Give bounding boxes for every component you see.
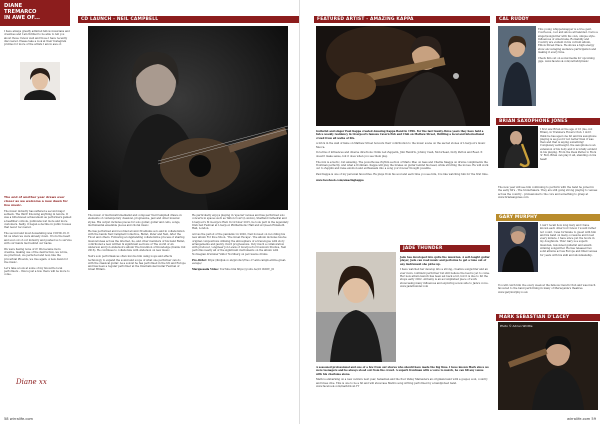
diane-portrait [20,62,60,100]
cal-ruddy-photo [498,26,536,106]
left-page-number: 58 [4,417,9,421]
brian-p2: The new year will see him continuing to perform with the band he joined in the early 60's - The Undertakers. They are still going strong playing to venues across the country - professional to the core and something to grasp at www.briansaxjones.com [498,186,598,199]
cd-launch-col2 [192,214,290,273]
cd-launch-col1-p1: The music of multi-instrumentalist and composer Neil Campbell draws on elements of contemporary classical, progressive, jazz and other musical styles. His output includes pieces for solo guitar, guitar and cello, songs, instrumental ensemble pieces and choral music. [88,214,182,227]
preorder-link[interactable]: https://linqtsk.co.uk/product/Neo-17-anti-campb-ell-the-great-escape/ [192,258,287,265]
brian-p1: I first saw Brian at the age of 16 (me, not Brian), in Tranmere Rovers Club. I don't think he has aged one bit and his saxophone playing is as good if not better than it was then and that is saying something! Completely self-taught, the saxophone is an extension of his body and it is totally evident in his playing. From the Peek Parlez to Rock 'n' Roll, Brian can play it all, standing on his head! [540,128,597,161]
column-title-box [0,0,70,26]
featured-link [316,179,490,182]
jade-p1 [400,256,490,266]
column-para4: We were having none of it! We became more creative, making use of the destruction, we wrote, we practiced, we perfected and now, like the proverbial Phoenix, we rise again. A new dawn for live music. [4,247,68,265]
featured-p3: In terms of influences and diverse directions: think Led Zeppelin, Jimi Hendrix, Johnny Cash, Motorhead, Dolly Parton and Reed. It doesn't make sense, but it does when you see them play. [316,151,483,158]
left-footer [4,417,33,421]
left-site-name: wirralife.com [9,417,34,421]
video-link[interactable]: YouTube link https://youtu.be/U11KDIV_jt1 [219,267,275,271]
column-sidebar [0,0,76,424]
gary-p1: I can't recall how long Gary and I have known each other but I know I would rather not count. I was fortunate to guest with him and his band on many occasions and loved every minute. I have since put the hours in my doughnuts. This! Gary is a superb musician, renowned guitarist and award-winning songwriter. He has released two solid albums across Europe and filled venues for years with his skill and showmanship. [540,224,598,257]
jade-header: JADE THUNDER [400,245,490,252]
gary-body-right [540,224,598,259]
mark-sebastian-photo [498,322,598,410]
right-page-number: 59 [591,417,596,421]
brian-body-right [540,128,598,163]
mark-p2: Mark is embarking on a new venture next year, Sebastian and the Pool Valley Marauders an originals band with a gospel, soul, country and blues vibe. This is one to be a hit and will showcase Mark's song writing performed by a handpicked band. www.facebook.com/markLSoul.YT [316,378,488,388]
column-body [4,196,72,279]
mark-body [316,366,490,391]
column-intro: I have always greatly admired fellow musicians and creatives and I am thrilled to be able to tell you about those I know well and those I have recently discovered. Please take a look at their Instagram profiles for more of the artists I am in awe of. [4,30,70,47]
gary-p2: You will catch him live every week at the famous Cavern Club and was much favoured to the band performing in many of Merseyside's theatres. www.garymurphy.co.uk [498,284,596,294]
signature: Diane xx [16,378,47,386]
cd-launch-col2-p2: Across the period of the pandemic in 2020, Neil focused on recording his new album For Kloe Moon. 'The Great Escape'. The album includes twelve original compositions utilising the atmosphere of a travelogue with story arrangements and jaunty chord progressions. Very much a collaboration with producer / engineer Jon Lewis of Liverpool's Crosstown Studios, Neil performs nearly all of the significant instruments on the album with Norwegian drummer Viktor Nordberg on percussive drums. [192,232,287,256]
mark-lead: A seasoned professional and one of a few from our shores who should have made the big time. I have known Mark since we were teenagers and he always stood out from the crowd. A superb frontman with a voice to match, he can fill any venue with his charisma alone. [316,366,489,376]
cd-launch-col2-p1: He particularly enjoys playing in 'special' venues and has performed solo concerts in spaces such as Tatton Court (London), Sheffield Cathedral and Liverpool's St George's Hall. In October 2015, he took part in the legendary Irish fest Festival at Liverpool Philharmonic Hall and at Queen Elizabeth Hall, London. [192,214,289,231]
column-para1: The end of another year draws ever closer as we welcome a new dawn for live music. [4,195,68,207]
featured-p4: The mix is eclectic, but amazing. The powerhouse rhythm section of Mario Mao on bass and Charlie Skaggs on drums compliments the frontman perfectly. And what a frontman. Kappa will play the brakes on guitar behind his head, while strutting the moves. He will work out to Zepplin and raise emotion and enthusiasm into a song you'd never thought possible. [316,160,489,171]
brian-body-bottom [498,186,598,202]
column-title-line3: IN AWE OF... [4,15,41,21]
cd-launch-col1 [88,214,186,274]
jade-p2: I have watched her develop into a strong, creative songwriter and an ever more confident performer but still believe the best is yet to come. Her new album launch has been set back a bit, but it is due to hit the shops early 2022. Alchemy is an accomplished piece of work showcasing many influences and exploring a new side to Jade's voice. www.jadethunder.com [400,268,490,288]
right-site-name: wirralife.com [566,417,591,421]
featured-lead: Guitarist and singer Paul Kappa created Amazing Kappa Band in 1996. For the last twenty-three years they have held a twice weekly residency in Liverpool's famous Cavern Pub and Club on Mathew Street, thrilling a local and international crowd from all walks of life. [316,130,484,140]
neil-campbell-photo [88,26,288,210]
column-title-line1: DIANE [4,3,23,9]
preorder-label: Pre-Order: [192,258,207,262]
featured-p1 [316,130,490,140]
cd-launch-col1-p3: Neil's solo performances often involve him using loops and effects technology to expand the sound and scope of what one performer can do with the classical guitar. As a soloist he has performed in the UK and Europe and has been a regular performer at the International Guitar Festival of Great Britain. [88,255,186,272]
mark-header: MARK SEBASTIAN D'LACEY [496,314,600,321]
brian-saxophone-photo [498,126,538,168]
featured-body [316,130,490,185]
cal-body [538,28,598,66]
cd-launch-video [192,268,290,271]
cal-p2: Check him out on social media for upcoming gigs. www.facebook.com/calruddymusic [538,56,595,64]
column-title-line2: TREMARCO [4,9,37,15]
cd-launch-preorder [192,259,290,266]
gary-header: GARY MURPHY [496,214,600,221]
featured-p2: A brick in the wall of fame on Mathew Street honours their contribution to the music scene on the sacred stones of Liverpool's music Mecca. [316,142,486,149]
cal-header: CAL RUDDY [496,16,600,23]
video-label: Marquesada Video: [192,267,219,271]
featured-link-text[interactable]: www.facebook.com/amazingkappa [316,178,364,182]
column-para5: Let's take a look at some of my favourite local performers – this is just a few. there will be more to come. [4,266,70,277]
column-para3: The second and most devastating was COVID-19. It hit us when we were already down. It tore the heart and soul out of our industry and pushed us to survive with our hands tied behind our backs. [4,232,72,246]
cd-launch-header: CD LAUNCH - NEIL CAMPBELL [78,16,299,23]
amazing-kappa-photo [316,26,490,126]
jade-thunder-photo [316,252,396,362]
cal-p1: This young whippersnapper is a true gent. Courteous, cool and above all talented. Cal is a singer/songwriter with his own, unique style. Influences of Americana, Rockabilly and Country are evident in his current album, Elbow Street Place. He shows a high energy show encouraging audience participation and making it every time. [538,28,598,55]
gary-murphy-photo [498,222,538,272]
column-para2: The music industry has suffered a second major setback. The third! Knowing anything in tenure. It was a bittersweet achievement as performers gained a healthier outlook, publicans lost more and more customers. Sadly, it began a decline in public houses that never recovered. [4,209,72,230]
mark-p1 [316,366,490,376]
brian-header: BRIAN SAXOPHONE JONES [496,118,600,125]
right-footer [567,417,596,421]
jade-lead: Jade has developed into quite the musician. A self-taught guitar player, Jade can read music and performs to get a tune out of any instrument she picks up. [400,256,490,266]
right-page [300,0,600,424]
cd-launch-col1-p2: He has performed and recorded around 30 albums solo and in collaboration with the bands Neil Campbell Collective, Bullet, Peter and Neil, After the Flood and others. Following a longstanding collaborative process of sharing musical ideas across the internet, he, and other members of his band Bullet, contributed a new written & significant sections of The world of An Anderson and Jon Anderson's album The Invention of Knowledge (Inside Out 2016). He continues to collaborate with Anderson on new music. [88,229,186,253]
featured-artist-header: FEATURED ARTIST - AMAZING KAPPA [314,16,490,23]
featured-p5: Paul Kappa is one of my personal favourites. He plays from his soul and each time you see him, it is like watching him for the first time. [316,172,489,176]
gary-body-bottom [498,284,598,296]
photo-credit: Photo © Adrian Whittle [500,324,533,328]
jade-body [400,256,490,291]
